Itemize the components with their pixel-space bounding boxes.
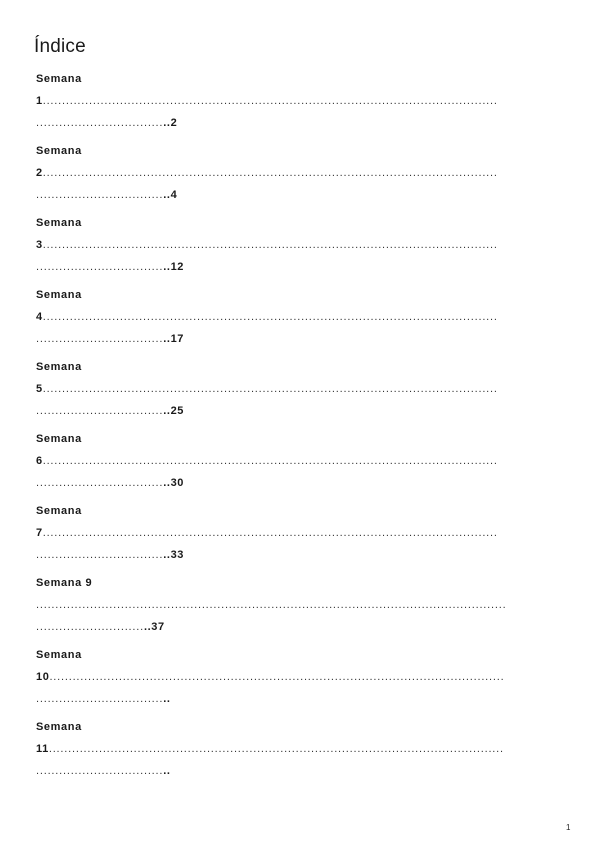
- toc-entry-page-line: [36, 116, 177, 130]
- toc-entry[interactable]: [36, 360, 568, 432]
- toc-entry-number: 4: [36, 311, 43, 323]
- leader-dots: ......................................................................................................................: [42, 167, 498, 179]
- toc-entry-number-line: [36, 454, 498, 468]
- leader-dots: ......................................................................................................................: [48, 743, 504, 755]
- toc-entry-number: 1: [36, 95, 43, 107]
- toc-entry-label: Semana: [36, 145, 82, 157]
- leader-dots: ......................................................................................................................: [49, 671, 505, 683]
- toc-entry-label: Semana 9: [36, 577, 93, 589]
- toc-entry-number: 7: [36, 527, 43, 539]
- toc-entry[interactable]: [36, 432, 568, 504]
- toc-entry-number-line: [36, 526, 498, 540]
- toc-entry-label: Semana: [36, 505, 82, 517]
- toc-entry-number: 5: [36, 383, 43, 395]
- toc-entry-page: ..: [163, 693, 171, 705]
- leader-dots: .................................: [36, 189, 164, 201]
- toc-entry-page: ..12: [163, 261, 185, 273]
- leader-dots: .................................: [36, 117, 164, 129]
- toc-entry-label: Semana: [36, 73, 82, 85]
- toc-entry[interactable]: [36, 576, 568, 648]
- leader-dots: .................................: [36, 405, 164, 417]
- toc-entry-label: Semana: [36, 649, 82, 661]
- leader-dots: .................................: [36, 333, 164, 345]
- page-title: Índice: [34, 36, 86, 57]
- toc-entry-page: ..2: [163, 117, 178, 129]
- table-of-contents: [36, 72, 568, 792]
- toc-entry-label: Semana: [36, 289, 82, 301]
- toc-entry-page: ..30: [163, 477, 185, 489]
- toc-entry-page: ..17: [163, 333, 185, 345]
- toc-entry[interactable]: [36, 144, 568, 216]
- toc-entry-label: Semana: [36, 433, 82, 445]
- leader-dots: ......................................................................................................................: [42, 383, 498, 395]
- leader-dots: ......................................................................................................................: [42, 455, 498, 467]
- toc-entry-number-line: [36, 670, 504, 684]
- toc-entry-label: Semana: [36, 217, 82, 229]
- toc-entry-number-line: [36, 238, 498, 252]
- leader-dots: .................................: [36, 549, 164, 561]
- toc-entry-number-line: [36, 598, 506, 612]
- leader-dots: .................................: [36, 765, 164, 777]
- toc-entry[interactable]: [36, 72, 568, 144]
- toc-entry-page-line: [36, 188, 177, 202]
- toc-entry-page-line: [36, 260, 184, 274]
- toc-entry-number: 11: [36, 743, 49, 755]
- toc-entry-number: 3: [36, 239, 43, 251]
- toc-entry-page-line: [36, 404, 184, 418]
- toc-entry-page-line: [36, 620, 165, 634]
- leader-dots: ......................................................................................................................: [42, 95, 498, 107]
- toc-entry-number-line: [36, 382, 498, 396]
- toc-entry-number: 6: [36, 455, 43, 467]
- toc-entry[interactable]: [36, 720, 568, 792]
- toc-entry[interactable]: [36, 504, 568, 576]
- toc-entry-number-line: [36, 742, 504, 756]
- toc-entry-page-line: [36, 332, 184, 346]
- toc-entry-label: Semana: [36, 361, 82, 373]
- toc-entry-page: ..33: [163, 549, 185, 561]
- leader-dots: .................................: [36, 477, 164, 489]
- toc-entry-number: 10: [36, 671, 50, 683]
- toc-entry[interactable]: [36, 216, 568, 288]
- toc-entry-number-line: [36, 94, 498, 108]
- toc-entry-label: Semana: [36, 721, 82, 733]
- leader-dots: .................................: [36, 261, 164, 273]
- toc-entry-page: ..25: [163, 405, 185, 417]
- toc-entry[interactable]: [36, 288, 568, 360]
- leader-dots: ......................................................................................................................: [42, 239, 498, 251]
- toc-entry-page-line: [36, 476, 184, 490]
- leader-dots: ..........................................................................................................................: [36, 599, 507, 611]
- toc-entry-number: 2: [36, 167, 43, 179]
- toc-entry-page-line: [36, 692, 171, 706]
- page-number: 1: [566, 823, 571, 832]
- toc-entry-page: ..4: [163, 189, 178, 201]
- leader-dots: .................................: [36, 693, 164, 705]
- leader-dots: ......................................................................................................................: [42, 527, 498, 539]
- toc-entry-page: ..: [163, 765, 171, 777]
- leader-dots: ......................................................................................................................: [42, 311, 498, 323]
- leader-dots: ............................: [36, 621, 144, 633]
- toc-entry[interactable]: [36, 648, 568, 720]
- toc-entry-page-line: [36, 548, 184, 562]
- toc-entry-page-line: [36, 764, 171, 778]
- toc-entry-page: ..37: [143, 621, 165, 633]
- toc-entry-number-line: [36, 310, 498, 324]
- toc-entry-number-line: [36, 166, 498, 180]
